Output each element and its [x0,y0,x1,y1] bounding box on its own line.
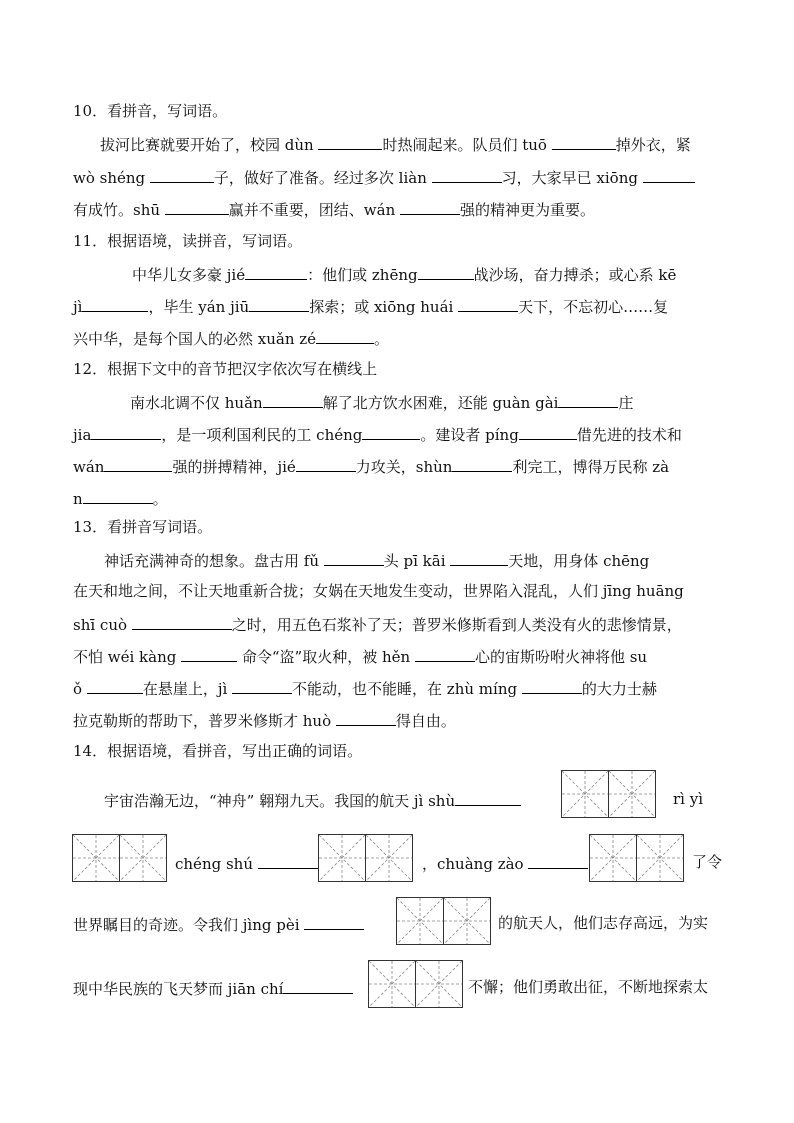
answer-blank[interactable] [519,423,577,440]
q12-title: 12．根据下文中的音节把汉字依次写在横线上 [73,360,378,378]
writing-cell[interactable] [609,771,655,817]
writing-cell[interactable] [590,835,637,881]
writing-grid[interactable] [368,960,463,1008]
answer-blank[interactable] [258,852,318,869]
answer-blank[interactable] [316,327,374,344]
q11-line3: 兴中华，是每个国人的必然 xuǎn zé 。 [73,327,389,349]
writing-grid[interactable] [561,770,656,818]
q14-line3a: 世界瞩目的奇迹。令我们 jìng pèi [73,913,364,935]
cell-guides [637,835,683,881]
writing-cell[interactable] [73,835,120,881]
answer-blank[interactable] [643,166,695,183]
cell-guides [366,835,412,881]
q13-line4: 不怕 wéi kàng 命令“盗”取火种，被 hěn 心的宙斯吩咐火神将他 su [73,645,647,667]
cell-guides [369,961,415,1007]
writing-cell[interactable] [562,771,609,817]
writing-cell[interactable] [366,835,412,881]
answer-blank[interactable] [400,198,460,215]
q13-line2: 在天和地之间，不让天地重新合拢；女娲在天地发生变动，世界陷入混乱，人们 jīng huāng [73,582,684,600]
answer-blank[interactable] [132,613,232,630]
answer-blank[interactable] [232,677,292,694]
q12-line2: jia ，是一项利国利民的工 chéng 。建设者 píng 借先进的技术和 [73,423,682,445]
answer-blank[interactable] [452,455,512,472]
cell-guides [444,898,490,944]
q11-line2: jì ，毕生 yán jiū 探索；或 xiōng huái 天下，不忘初心……复 [73,295,668,317]
answer-blank[interactable] [336,709,396,726]
writing-cell[interactable] [637,835,683,881]
writing-grid[interactable] [396,897,491,945]
answer-blank[interactable] [165,198,229,215]
cell-guides [397,898,443,944]
q10-title: 10．看拼音，写词语。 [73,102,228,120]
answer-blank[interactable] [432,166,502,183]
answer-blank[interactable] [318,133,382,150]
writing-cell[interactable] [397,898,444,944]
writing-grid[interactable] [72,834,167,882]
writing-cell[interactable] [444,898,490,944]
q13-line5: ǒ 在悬崖上，jì 不能动，也不能睡，在 zhù míng 的大力士赫 [73,677,657,699]
answer-blank[interactable] [324,549,384,566]
answer-blank[interactable] [296,455,356,472]
answer-blank[interactable] [83,487,153,504]
q14-title: 14．根据语境，看拼音，写出正确的词语。 [73,742,363,760]
answer-blank[interactable] [263,391,323,408]
q14-line4a: 现中华民族的飞天梦而 jiān chí [73,977,353,999]
writing-grid[interactable] [318,834,413,882]
writing-cell[interactable] [369,961,416,1007]
answer-blank[interactable] [91,423,161,440]
cell-guides [120,835,166,881]
q10-line3: 有成竹。shū 赢并不重要，团结、wán 强的精神更为重要。 [73,198,595,220]
q10-line2: wò shéng 子，做好了准备。经过多次 liàn 习，大家早已 xiōng [73,166,695,188]
answer-blank[interactable] [528,852,588,869]
answer-blank[interactable] [304,913,364,930]
answer-blank[interactable] [362,423,420,440]
q14-line4b: 不懈；他们勇敢出征，不断地探索太 [468,978,709,996]
q11-title: 11．根据语境，读拼音，写词语。 [73,232,303,250]
writing-grid[interactable] [589,834,684,882]
writing-cell[interactable] [416,961,462,1007]
answer-blank[interactable] [249,295,309,312]
cell-guides [416,961,462,1007]
answer-blank[interactable] [283,977,353,994]
q13-title: 13．看拼音写词语。 [73,518,213,536]
writing-cell[interactable] [120,835,166,881]
cell-guides [319,835,365,881]
q12-line4: n 。 [73,487,168,509]
q11-line1: 中华儿女多豪 jié ：他们或 zhēng 战沙场，奋力搏杀；或心系 kē [132,263,676,285]
q13-line6: 拉克勒斯的帮助下，普罗米修斯才 huò 得自由。 [73,709,456,731]
answer-blank[interactable] [418,263,474,280]
q13-line1: 神话充满神奇的想象。盘古用 fǔ 头 pī kāi 天地，用身体 chēng [104,549,649,571]
answer-blank[interactable] [181,645,237,662]
cell-guides [73,835,119,881]
answer-blank[interactable] [104,455,172,472]
answer-blank[interactable] [450,549,508,566]
q10-line1: 拔河比赛就要开始了，校园 dùn 时热闹起来。队员们 tuō 掉外衣，紧 [100,133,691,155]
answer-blank[interactable] [150,166,214,183]
q14-line2b: ，chuàng zào [422,852,588,874]
cell-guides [590,835,636,881]
q14-line1-pinyin: rì yì [673,790,704,808]
q14-line1: 宇宙浩瀚无边，“神舟” 翱翔九天。我国的航天 jì shù [104,789,521,811]
answer-blank[interactable] [558,391,618,408]
writing-cell[interactable] [319,835,366,881]
q14-line2c: 了令 [692,853,723,871]
q12-line1: 南水北调不仅 huǎn 解了北方饮水困难，还能 guàn gài 庄 [130,391,633,413]
cell-guides [609,771,655,817]
answer-blank[interactable] [458,295,518,312]
answer-blank[interactable] [522,677,582,694]
answer-blank[interactable] [552,133,616,150]
q14-line2a: chéng shú [175,852,318,874]
answer-blank[interactable] [245,263,307,280]
q13-line3: shī cuò 之时，用五色石浆补了天；普罗米修斯看到人类没有火的悲惨情景， [73,613,682,635]
cell-guides [562,771,608,817]
answer-blank[interactable] [87,677,143,694]
answer-blank[interactable] [455,789,521,806]
q12-line3: wán 强的拼搏精神，jié 力攻关，shùn 利完工，博得万民称 zà [73,455,669,477]
answer-blank[interactable] [82,295,148,312]
q14-line3b: 的航天人，他们志存高远，为实 [498,914,709,932]
answer-blank[interactable] [415,645,475,662]
